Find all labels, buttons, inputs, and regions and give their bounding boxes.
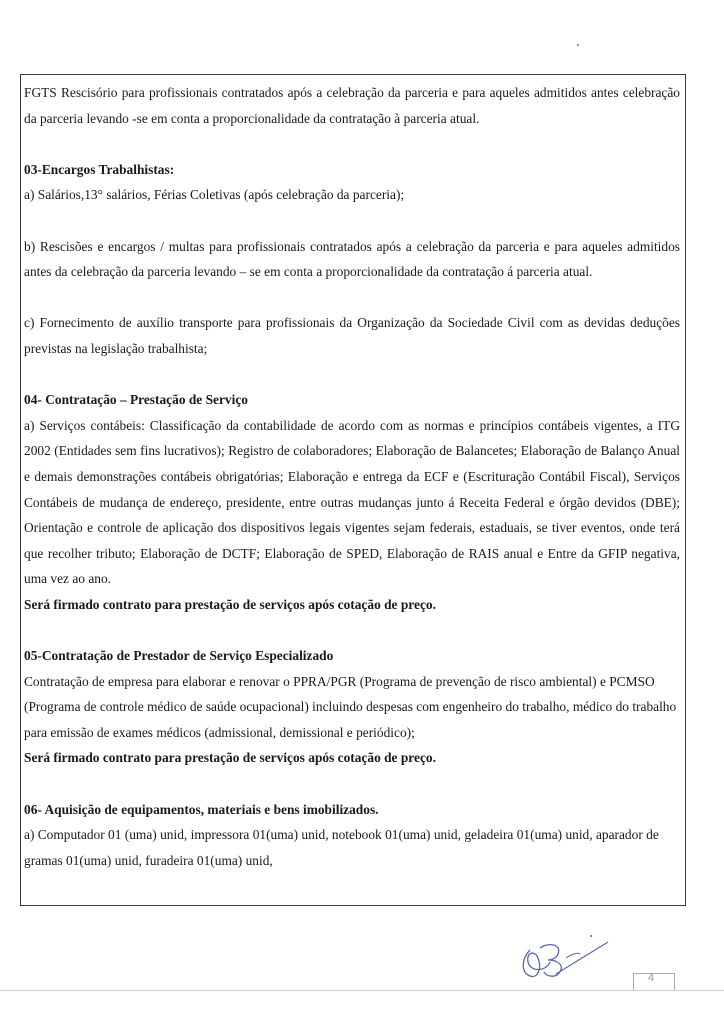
item-06a: a) Computador 01 (uma) unid, impressora 01(uma) unid, notebook 01(uma) unid, geladeira 01(uma) unid, aparador de gramas 01(uma) unid, furadeira 01(uma) unid, [24, 827, 659, 868]
scan-edge-line [0, 990, 724, 991]
handwritten-signature [508, 928, 618, 982]
page-number: 4 [648, 972, 655, 984]
contract-note-05: Será firmado contrato para prestação de serviços após cotação de preço. [24, 750, 436, 766]
item-03b: b) Rescisões e encargos / multas para profissionais contratados após a celebração da parceria e para aqueles admitidos antes da celebração da parceria levando – se em conta a proporcionalidade da contratação á parceria atual. [24, 238, 680, 280]
heading-aquisicao-equipamentos: 06- Aquisição de equipamentos, materiais e bens imobilizados. [24, 801, 379, 817]
heading-encargos-trabalhistas: 03-Encargos Trabalhistas: [24, 161, 175, 177]
contract-note-04: Será firmado contrato para prestação de serviços após cotação de preço. [24, 596, 436, 612]
heading-prestador-especializado: 05-Contratação de Prestador de Serviço Especializado [24, 648, 334, 664]
paragraph-fgts: FGTS Rescisório para profissionais contratados após a celebração da parceria e para aqueles admitidos antes celebração da parceria levando -se em conta a proporcionalidade da contratação à parceria atual. [24, 85, 680, 126]
scan-speck [577, 44, 579, 46]
heading-contratacao-servico: 04- Contratação – Prestação de Serviço [24, 392, 248, 408]
item-05: Contratação de empresa para elaborar e renovar o PPRA/PGR (Programa de prevenção de risco ambiental) e PCMSO (Programa de controle médico de saúde ocupacional) incluindo despesas com engenheiro do trabalho, médico do trabalho para emissão de exames médicos (admissional, demissional e periódico); [24, 673, 677, 740]
item-03c: c) Fornecimento de auxílio transporte para profissionais da Organização da Sociedade Civil com as devidas deduções previstas na legislação trabalhista; [24, 315, 680, 356]
item-04a: a) Serviços contábeis: Classificação da contabilidade de acordo com as normas e princípios contábeis vigentes, a ITG 2002 (Entidades sem fins lucrativos); Registro de colaboradores; Elaboração de Balancetes; Elaboração de Balanço Anual e demais demonstrações contábeis obrigatórias; Elaboração e entrega da ECF e (Escrituração Contábil Fiscal), Serviços Contábeis de mudança de endereço, presidente, entre outras mudanças junto á Receita Federal e órgão devidos (DBE); Orientação e controle de aplicação dos dispositivos legais vigentes sejam federais, estaduais, se tiver eventos, onde terá que recolher tributo; Elaboração de DCTF; Elaboração de SPED, Elaboração de RAIS anual e Entre da GFIP negativa, uma vez ao ano. [24, 417, 680, 587]
document-body [24, 80, 680, 873]
item-03a: a) Salários,13° salários, Férias Coletivas (após celebração da parceria); [24, 187, 405, 203]
scan-speck [590, 935, 592, 937]
